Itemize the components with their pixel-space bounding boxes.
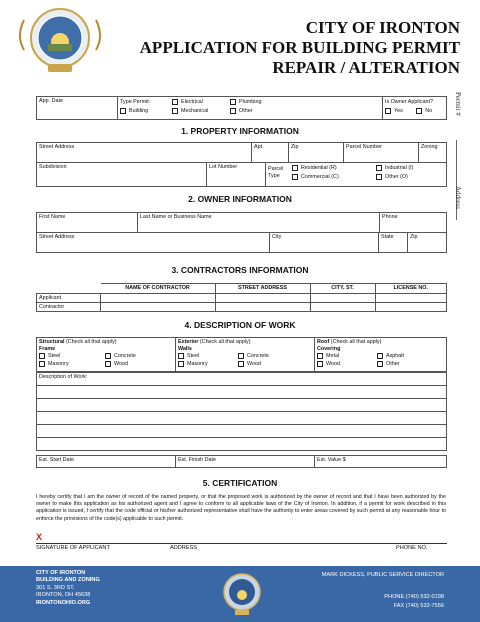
permit-type-label: Type Permit: — [120, 99, 151, 105]
applicant-name-field[interactable] — [101, 294, 216, 303]
checkbox-parcel-other[interactable]: Other (O) — [376, 173, 413, 182]
checkbox-icon — [39, 353, 45, 359]
applicant-street-field[interactable] — [215, 294, 310, 303]
checkbox-icon — [416, 108, 422, 114]
certification-text: I hereby certify that I am the owner of record of the named property, or that the proposed work is authorized by the owner of record and that I have been authorized by the owner to make this application as his authorized agent and I agree to conform to all applicable laws of the City of Ironton. In addition, if a permit for work described in this application is issued, I certify that the code official or his/her authorized representative shall have the authority to enter areas covered by such permit at any reasonable hour to enforce the provisions of the code(s) applicable to such permit. — [36, 494, 446, 522]
footer-director: MARK DICKESS, PUBLIC SERVICE DIRECTOR — [321, 572, 444, 578]
checkbox-icon — [178, 353, 184, 359]
property-apt-field[interactable]: Apt. — [252, 143, 289, 163]
applicant-license-field[interactable] — [375, 294, 447, 303]
property-table — [36, 142, 447, 163]
lot-number-field[interactable]: Lot Number — [207, 163, 266, 187]
roof-group: Roof (Check all that apply) Covering Metal Asphalt Wood Other — [315, 338, 447, 372]
structural-group: Structural (Check all that apply) Frame Steel Concrete Masonry Wood — [37, 338, 176, 372]
checkbox-plumbing[interactable]: Plumbing — [230, 98, 261, 107]
row-contractor-label: Contractor — [37, 303, 101, 312]
section-owner-heading: 2. OWNER INFORMATION — [188, 194, 292, 204]
owner-city-field[interactable]: City — [270, 233, 379, 253]
header-application: APPLICATION FOR BUILDING PERMIT — [139, 38, 460, 57]
parcel-number-field[interactable]: Parcel Number — [344, 143, 419, 163]
checkbox-icon — [105, 361, 111, 367]
owner-table — [36, 212, 447, 233]
col-license-no: LICENSE NO. — [375, 284, 447, 294]
exterior-group: Exterior (Check all that apply) Walls Steel Concrete Masonry Wood — [176, 338, 315, 372]
col-city-st: CITY, ST. — [310, 284, 375, 294]
applicant-city-field[interactable] — [310, 294, 375, 303]
checkbox-building[interactable]: Building — [120, 107, 172, 116]
checkbox-exterior-masonry[interactable]: Masonry — [178, 360, 238, 368]
checkbox-icon — [377, 361, 383, 367]
checkbox-structural-masonry[interactable]: Masonry — [39, 360, 105, 368]
app-date-label: App. Date — [39, 98, 63, 104]
owner-last-name-field[interactable]: Last Name or Business Name — [138, 213, 380, 233]
owner-zip-field[interactable]: Zip — [408, 233, 447, 253]
footer-seal-logo — [218, 570, 266, 618]
checkbox-yes[interactable]: Yes — [385, 108, 403, 114]
contractor-city-field[interactable] — [310, 303, 375, 312]
checkbox-mechanical[interactable]: Mechanical — [172, 107, 230, 116]
checkbox-exterior-wood[interactable]: Wood — [238, 360, 261, 368]
checkbox-industrial[interactable]: Industrial (I) — [376, 164, 413, 173]
checkbox-icon — [292, 165, 298, 171]
checkbox-icon — [376, 165, 382, 171]
checkbox-no[interactable]: No — [416, 108, 432, 114]
checkbox-residential[interactable]: Residential (R) — [292, 164, 376, 173]
checkbox-icon — [172, 108, 178, 114]
parcel-type-field — [266, 163, 447, 187]
owner-state-field[interactable]: State — [379, 233, 408, 253]
permit-type-field — [118, 97, 383, 120]
checkbox-icon — [230, 99, 236, 105]
header-city: CITY OF IRONTON — [305, 18, 460, 37]
signature-phone-label: PHONE NO. — [396, 545, 428, 551]
owner-first-name-field[interactable]: First Name — [37, 213, 138, 233]
checkbox-roof-wood[interactable]: Wood — [317, 360, 377, 368]
est-finish-date-field[interactable]: Est. Finish Date — [176, 456, 315, 468]
checkbox-roof-metal[interactable]: Metal — [317, 352, 377, 360]
checkbox-icon — [105, 353, 111, 359]
description-line-1[interactable]: Description of Work: — [37, 373, 447, 386]
signature-address-label: ADDRESS — [170, 545, 198, 551]
description-line-3[interactable] — [37, 399, 447, 412]
checkbox-structural-steel[interactable]: Steel — [39, 352, 105, 360]
checkbox-electrical[interactable]: Electrical — [172, 98, 230, 107]
checkbox-icon — [120, 108, 126, 114]
contractor-license-field[interactable] — [375, 303, 447, 312]
work-table — [36, 337, 447, 372]
est-value-field[interactable]: Est. Value $ — [315, 456, 447, 468]
contractor-name-field[interactable] — [101, 303, 216, 312]
checkbox-icon — [385, 108, 391, 114]
description-line-5[interactable] — [37, 425, 447, 438]
property-table-2 — [36, 162, 447, 187]
property-zip-field[interactable]: Zip — [289, 143, 344, 163]
checkbox-icon — [317, 353, 323, 359]
app-date-field[interactable] — [37, 97, 118, 120]
section-work-heading: 4. DESCRIPTION OF WORK — [184, 320, 296, 330]
checkbox-other[interactable]: Other — [230, 107, 252, 116]
owner-phone-field[interactable]: Phone — [380, 213, 447, 233]
side-address-label: Address — [454, 186, 462, 209]
permit-number-label: Permit # — [454, 92, 462, 116]
checkbox-structural-wood[interactable]: Wood — [105, 360, 128, 368]
section-contractors-heading: 3. CONTRACTORS INFORMATION — [171, 265, 309, 275]
checkbox-icon — [172, 99, 178, 105]
checkbox-icon — [178, 361, 184, 367]
checkbox-exterior-concrete[interactable]: Concrete — [238, 352, 269, 360]
row-applicant-label: Applicant — [37, 294, 101, 303]
section-property-heading: 1. PROPERTY INFORMATION — [181, 126, 299, 136]
checkbox-icon — [317, 361, 323, 367]
footer-bar — [0, 566, 480, 622]
checkbox-icon — [39, 361, 45, 367]
description-line-4[interactable] — [37, 412, 447, 425]
checkbox-commercial[interactable]: Commercial (C) — [292, 173, 376, 182]
contractors-table — [36, 283, 447, 312]
col-contractor-name: NAME OF CONTRACTOR — [101, 284, 216, 294]
checkbox-icon — [238, 353, 244, 359]
checkbox-structural-concrete[interactable]: Concrete — [105, 352, 136, 360]
description-table — [36, 372, 447, 451]
checkbox-roof-asphalt[interactable]: Asphalt — [377, 352, 404, 360]
owner-applicant-field — [383, 97, 447, 120]
checkbox-roof-other[interactable]: Other — [377, 360, 399, 368]
parcel-type-label: Parcel Type — [268, 166, 284, 179]
checkbox-icon — [230, 108, 236, 114]
description-line-2[interactable] — [37, 386, 447, 399]
checkbox-icon — [376, 174, 382, 180]
contractors-corner — [37, 284, 101, 294]
property-street-field[interactable]: Street Address — [37, 143, 252, 163]
contractor-street-field[interactable] — [215, 303, 310, 312]
col-street-address: STREET ADDRESS — [215, 284, 310, 294]
description-line-6[interactable] — [37, 438, 447, 451]
city-seal-logo — [10, 6, 110, 76]
owner-street-field[interactable]: Street Address — [37, 233, 270, 253]
signature-line[interactable] — [36, 543, 447, 544]
zoning-field[interactable]: Zoning — [419, 143, 447, 163]
header-type: REPAIR / ALTERATION — [272, 58, 460, 77]
checkbox-icon — [292, 174, 298, 180]
footer-phone: PHONE (740) 532-0198 — [384, 594, 444, 600]
checkbox-icon — [238, 361, 244, 367]
owner-applicant-label: Is Owner Applicant? — [385, 99, 433, 105]
footer-address-block: CITY OF IRONTON BUILDING AND ZONING 301 S. 3RD ST. IRONTON, OH 45638 IRONTONOHIO.ORG — [36, 570, 100, 606]
subdivision-field[interactable]: Subdivision — [37, 163, 207, 187]
top-row-table — [36, 96, 447, 120]
estimates-table — [36, 455, 447, 468]
signature-x-mark: X — [36, 532, 43, 542]
section-certification-heading: 5. CERTIFICATION — [202, 478, 278, 488]
footer-fax: FAX (740) 532-7556 — [393, 603, 444, 609]
checkbox-icon — [377, 353, 383, 359]
est-start-date-field[interactable]: Est. Start Date — [37, 456, 176, 468]
checkbox-exterior-steel[interactable]: Steel — [178, 352, 238, 360]
signature-label: SIGNATURE OF APPLICANT — [36, 545, 110, 551]
owner-table-2 — [36, 232, 447, 253]
